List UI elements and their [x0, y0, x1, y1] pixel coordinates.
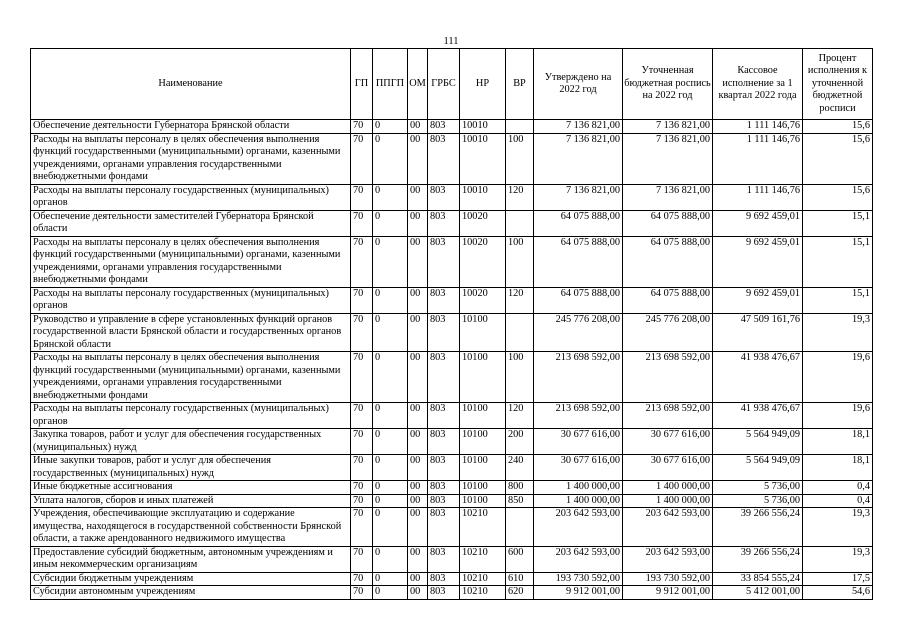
cell-refined: 64 075 888,00 [623, 236, 713, 287]
col-header-om: ОМ [408, 49, 428, 120]
cell-ppgp: 0 [373, 352, 408, 403]
cell-ppgp: 0 [373, 481, 408, 495]
cell-vr: 610 [506, 572, 534, 586]
cell-refined: 7 136 821,00 [623, 133, 713, 184]
cell-gp: 70 [351, 481, 373, 495]
cell-om: 00 [408, 508, 428, 547]
cell-name: Расходы на выплаты персоналу государственных (муниципальных) органов [31, 403, 351, 429]
cell-vr: 100 [506, 352, 534, 403]
cell-refined: 9 912 001,00 [623, 586, 713, 600]
cell-om: 00 [408, 572, 428, 586]
cell-vr: 850 [506, 494, 534, 508]
table-row [31, 236, 873, 287]
cell-approved: 30 677 616,00 [534, 429, 623, 455]
cell-vr: 600 [506, 546, 534, 572]
cell-name: Субсидии бюджетным учреждениям [31, 572, 351, 586]
cell-om: 00 [408, 313, 428, 352]
cell-grbs: 803 [428, 403, 460, 429]
col-header-refined: Уточненная бюджетная роспись на 2022 год [623, 49, 713, 120]
cell-np: 10020 [460, 210, 506, 236]
cell-cash: 47 509 161,76 [713, 313, 803, 352]
cell-cash: 1 111 146,76 [713, 120, 803, 134]
cell-grbs: 803 [428, 133, 460, 184]
cell-approved: 1 400 000,00 [534, 481, 623, 495]
cell-gp: 70 [351, 236, 373, 287]
table-row [31, 494, 873, 508]
cell-ppgp: 0 [373, 133, 408, 184]
cell-grbs: 803 [428, 236, 460, 287]
cell-grbs: 803 [428, 508, 460, 547]
cell-percent: 19,6 [803, 352, 873, 403]
cell-om: 00 [408, 184, 428, 210]
cell-om: 00 [408, 481, 428, 495]
cell-name: Расходы на выплаты персоналу государственных (муниципальных) органов [31, 184, 351, 210]
cell-ppgp: 0 [373, 210, 408, 236]
cell-name: Субсидии автономным учреждениям [31, 586, 351, 600]
cell-vr: 800 [506, 481, 534, 495]
col-header-percent: Процент исполнения к уточненной бюджетной росписи [803, 49, 873, 120]
cell-cash: 39 266 556,24 [713, 508, 803, 547]
cell-grbs: 803 [428, 586, 460, 600]
cell-grbs: 803 [428, 120, 460, 134]
cell-refined: 30 677 616,00 [623, 455, 713, 481]
cell-om: 00 [408, 546, 428, 572]
cell-grbs: 803 [428, 313, 460, 352]
cell-name: Расходы на выплаты персоналу в целях обеспечения выполнения функций государственными (муниципальными) органами, казенными учреждениями, органами управления государственными внебюджетными фондами [31, 236, 351, 287]
cell-refined: 64 075 888,00 [623, 210, 713, 236]
cell-ppgp: 0 [373, 313, 408, 352]
cell-gp: 70 [351, 455, 373, 481]
cell-name: Иные закупки товаров, работ и услуг для обеспечения государственных (муниципальных) нужд [31, 455, 351, 481]
table-row [31, 572, 873, 586]
cell-gp: 70 [351, 572, 373, 586]
cell-om: 00 [408, 352, 428, 403]
cell-gp: 70 [351, 133, 373, 184]
cell-refined: 7 136 821,00 [623, 120, 713, 134]
cell-refined: 30 677 616,00 [623, 429, 713, 455]
cell-name: Обеспечение деятельности заместителей Губернатора Брянской области [31, 210, 351, 236]
cell-np: 10010 [460, 133, 506, 184]
table-row [31, 429, 873, 455]
cell-grbs: 803 [428, 210, 460, 236]
cell-name: Руководство и управление в сфере установленных функций органов государственной власти Брянской области и государственных органов Брянской области [31, 313, 351, 352]
table-row [31, 352, 873, 403]
cell-vr [506, 313, 534, 352]
cell-gp: 70 [351, 210, 373, 236]
cell-ppgp: 0 [373, 184, 408, 210]
cell-grbs: 803 [428, 481, 460, 495]
table-row [31, 481, 873, 495]
cell-cash: 5 736,00 [713, 494, 803, 508]
cell-om: 00 [408, 236, 428, 287]
cell-gp: 70 [351, 508, 373, 547]
cell-gp: 70 [351, 429, 373, 455]
cell-om: 00 [408, 210, 428, 236]
cell-np: 10100 [460, 481, 506, 495]
cell-np: 10100 [460, 313, 506, 352]
table-row [31, 546, 873, 572]
cell-name: Уплата налогов, сборов и иных платежей [31, 494, 351, 508]
table-row [31, 184, 873, 210]
cell-approved: 203 642 593,00 [534, 508, 623, 547]
cell-gp: 70 [351, 546, 373, 572]
cell-percent: 15,6 [803, 133, 873, 184]
cell-cash: 5 736,00 [713, 481, 803, 495]
cell-approved: 7 136 821,00 [534, 133, 623, 184]
cell-percent: 19,6 [803, 403, 873, 429]
cell-cash: 9 692 459,01 [713, 287, 803, 313]
table-row [31, 210, 873, 236]
cell-percent: 19,3 [803, 508, 873, 547]
cell-name: Учреждения, обеспечивающие эксплуатацию и содержание имущества, находящегося в государственной собственности Брянской области, а также арендованного недвижимого имущества [31, 508, 351, 547]
cell-refined: 1 400 000,00 [623, 481, 713, 495]
cell-np: 10100 [460, 403, 506, 429]
col-header-approved: Утверждено на 2022 год [534, 49, 623, 120]
cell-approved: 7 136 821,00 [534, 120, 623, 134]
cell-gp: 70 [351, 403, 373, 429]
table-row [31, 287, 873, 313]
cell-refined: 203 642 593,00 [623, 508, 713, 547]
cell-grbs: 803 [428, 429, 460, 455]
cell-om: 00 [408, 586, 428, 600]
cell-vr: 100 [506, 236, 534, 287]
cell-gp: 70 [351, 313, 373, 352]
cell-cash: 9 692 459,01 [713, 210, 803, 236]
cell-name: Иные бюджетные ассигнования [31, 481, 351, 495]
cell-vr: 100 [506, 133, 534, 184]
cell-np: 10100 [460, 429, 506, 455]
col-header-cash: Кассовое исполнение за 1 квартал 2022 года [713, 49, 803, 120]
cell-name: Расходы на выплаты персоналу государственных (муниципальных) органов [31, 287, 351, 313]
cell-name: Обеспечение деятельности Губернатора Брянской области [31, 120, 351, 134]
cell-approved: 213 698 592,00 [534, 403, 623, 429]
cell-vr: 620 [506, 586, 534, 600]
cell-cash: 9 692 459,01 [713, 236, 803, 287]
cell-percent: 15,6 [803, 184, 873, 210]
cell-approved: 7 136 821,00 [534, 184, 623, 210]
cell-name: Расходы на выплаты персоналу в целях обеспечения выполнения функций государственными (муниципальными) органами, казенными учреждениями, органами управления государственными внебюджетными фондами [31, 133, 351, 184]
cell-om: 00 [408, 403, 428, 429]
cell-percent: 15,1 [803, 236, 873, 287]
budget-execution-table [30, 48, 873, 600]
cell-percent: 0,4 [803, 494, 873, 508]
cell-percent: 54,6 [803, 586, 873, 600]
cell-approved: 64 075 888,00 [534, 287, 623, 313]
cell-percent: 19,3 [803, 546, 873, 572]
cell-np: 10210 [460, 546, 506, 572]
cell-percent: 19,3 [803, 313, 873, 352]
cell-cash: 33 854 555,24 [713, 572, 803, 586]
cell-refined: 203 642 593,00 [623, 546, 713, 572]
cell-percent: 15,1 [803, 287, 873, 313]
cell-vr: 240 [506, 455, 534, 481]
col-header-name: Наименование [31, 49, 351, 120]
cell-grbs: 803 [428, 352, 460, 403]
table-row [31, 455, 873, 481]
table-row [31, 120, 873, 134]
cell-om: 00 [408, 429, 428, 455]
cell-approved: 1 400 000,00 [534, 494, 623, 508]
cell-grbs: 803 [428, 184, 460, 210]
cell-percent: 18,1 [803, 455, 873, 481]
cell-approved: 203 642 593,00 [534, 546, 623, 572]
cell-vr: 120 [506, 287, 534, 313]
cell-ppgp: 0 [373, 287, 408, 313]
table-row [31, 586, 873, 600]
cell-grbs: 803 [428, 455, 460, 481]
col-header-np: НР [460, 49, 506, 120]
cell-approved: 30 677 616,00 [534, 455, 623, 481]
table-header-row [31, 49, 873, 120]
cell-ppgp: 0 [373, 120, 408, 134]
cell-percent: 15,6 [803, 120, 873, 134]
cell-percent: 15,1 [803, 210, 873, 236]
cell-np: 10100 [460, 455, 506, 481]
cell-approved: 9 912 001,00 [534, 586, 623, 600]
cell-vr [506, 210, 534, 236]
cell-np: 10010 [460, 184, 506, 210]
cell-vr [506, 508, 534, 547]
cell-percent: 18,1 [803, 429, 873, 455]
cell-gp: 70 [351, 184, 373, 210]
cell-ppgp: 0 [373, 236, 408, 287]
cell-gp: 70 [351, 352, 373, 403]
cell-name: Закупка товаров, работ и услуг для обеспечения государственных (муниципальных) нужд [31, 429, 351, 455]
cell-om: 00 [408, 287, 428, 313]
col-header-grbs: ГРБС [428, 49, 460, 120]
cell-cash: 1 111 146,76 [713, 133, 803, 184]
cell-refined: 213 698 592,00 [623, 403, 713, 429]
cell-grbs: 803 [428, 546, 460, 572]
cell-ppgp: 0 [373, 494, 408, 508]
cell-vr: 120 [506, 184, 534, 210]
cell-gp: 70 [351, 586, 373, 600]
table-row [31, 313, 873, 352]
cell-cash: 5 564 949,09 [713, 455, 803, 481]
cell-refined: 1 400 000,00 [623, 494, 713, 508]
cell-grbs: 803 [428, 287, 460, 313]
cell-cash: 5 412 001,00 [713, 586, 803, 600]
cell-refined: 64 075 888,00 [623, 287, 713, 313]
cell-grbs: 803 [428, 572, 460, 586]
table-body [31, 120, 873, 600]
cell-ppgp: 0 [373, 455, 408, 481]
cell-name: Предоставление субсидий бюджетным, автономным учреждениям и иным некоммерческим организациям [31, 546, 351, 572]
cell-np: 10210 [460, 508, 506, 547]
cell-cash: 41 938 476,67 [713, 403, 803, 429]
cell-gp: 70 [351, 494, 373, 508]
cell-ppgp: 0 [373, 586, 408, 600]
cell-ppgp: 0 [373, 508, 408, 547]
cell-cash: 5 564 949,09 [713, 429, 803, 455]
cell-approved: 213 698 592,00 [534, 352, 623, 403]
cell-grbs: 803 [428, 494, 460, 508]
cell-np: 10210 [460, 586, 506, 600]
cell-percent: 0,4 [803, 481, 873, 495]
cell-om: 00 [408, 494, 428, 508]
col-header-ppgp: ППГП [373, 49, 408, 120]
table-row [31, 508, 873, 547]
table-row [31, 133, 873, 184]
cell-np: 10210 [460, 572, 506, 586]
col-header-gp: ГП [351, 49, 373, 120]
cell-om: 00 [408, 133, 428, 184]
cell-refined: 193 730 592,00 [623, 572, 713, 586]
cell-gp: 70 [351, 287, 373, 313]
cell-ppgp: 0 [373, 429, 408, 455]
cell-ppgp: 0 [373, 403, 408, 429]
cell-np: 10100 [460, 352, 506, 403]
cell-approved: 64 075 888,00 [534, 210, 623, 236]
cell-cash: 1 111 146,76 [713, 184, 803, 210]
page-number: 111 [443, 36, 459, 47]
cell-approved: 64 075 888,00 [534, 236, 623, 287]
cell-ppgp: 0 [373, 572, 408, 586]
cell-name: Расходы на выплаты персоналу в целях обеспечения выполнения функций государственными (муниципальными) органами, казенными учреждениями, органами управления государственными внебюджетными фондами [31, 352, 351, 403]
cell-vr [506, 120, 534, 134]
cell-refined: 245 776 208,00 [623, 313, 713, 352]
cell-percent: 17,5 [803, 572, 873, 586]
col-header-vr: ВР [506, 49, 534, 120]
cell-refined: 7 136 821,00 [623, 184, 713, 210]
cell-refined: 213 698 592,00 [623, 352, 713, 403]
cell-np: 10100 [460, 494, 506, 508]
cell-vr: 120 [506, 403, 534, 429]
cell-np: 10010 [460, 120, 506, 134]
table-row [31, 403, 873, 429]
cell-approved: 193 730 592,00 [534, 572, 623, 586]
cell-gp: 70 [351, 120, 373, 134]
cell-vr: 200 [506, 429, 534, 455]
cell-om: 00 [408, 455, 428, 481]
cell-approved: 245 776 208,00 [534, 313, 623, 352]
cell-np: 10020 [460, 287, 506, 313]
cell-cash: 39 266 556,24 [713, 546, 803, 572]
cell-ppgp: 0 [373, 546, 408, 572]
cell-cash: 41 938 476,67 [713, 352, 803, 403]
cell-np: 10020 [460, 236, 506, 287]
cell-om: 00 [408, 120, 428, 134]
